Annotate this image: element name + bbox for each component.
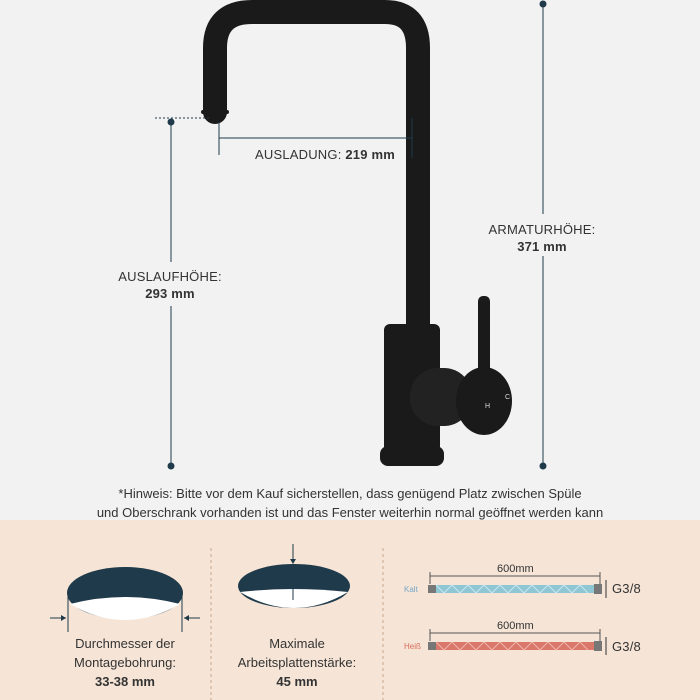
cold-label: Kalt [404,585,418,594]
armaturhoehe-value: 371 mm [517,239,567,254]
svg-text:H: H [485,403,491,410]
handle-knob [456,367,512,435]
thickness-caption [212,634,382,691]
hot-label: Heiß [404,642,421,651]
ausladung-label [255,147,395,162]
hot-thread: G3/8 [612,639,641,654]
bore-hole-icon [50,567,200,632]
svg-text:C: C [505,394,511,401]
diameter-line-1: Durchmesser der [75,636,175,651]
cold-thread: G3/8 [612,581,641,596]
thickness-value: 45 mm [276,674,318,689]
note-line-1: *Hinweis: Bitte vor dem Kauf sicherstellen, dass genügend Platz zwischen Spüle [118,486,582,501]
faucet-icon [203,12,418,330]
installation-note [0,484,700,522]
note-line-2: und Oberschrank vorhanden ist und das Fenster weiterhin normal geöffnet werden kann [96,505,604,520]
ausladung-value: 219 mm [345,147,395,162]
diameter-value: 33-38 mm [95,674,155,689]
faucet-base [380,446,444,466]
auslaufhoehe-label [110,268,230,302]
diameter-line-2: Montagebohrung: [74,655,176,670]
ausladung-caption: AUSLADUNG: [255,147,342,162]
cold-hose-icon [428,572,606,598]
thickness-line-2: Arbeitsplattenstärke: [237,655,357,670]
thickness-icon [238,544,350,608]
armaturhoehe-caption: ARMATURHÖHE: [488,222,596,237]
diameter-caption [40,634,210,691]
hot-hose-length: 600mm [497,620,534,632]
thickness-line-1: Maximale [269,636,325,651]
armaturhoehe-label [482,221,602,255]
cold-hose-length: 600mm [497,563,534,575]
auslaufhoehe-caption: AUSLAUFHÖHE: [118,269,222,284]
auslaufhoehe-value: 293 mm [145,286,195,301]
hot-hose-icon [428,629,606,655]
